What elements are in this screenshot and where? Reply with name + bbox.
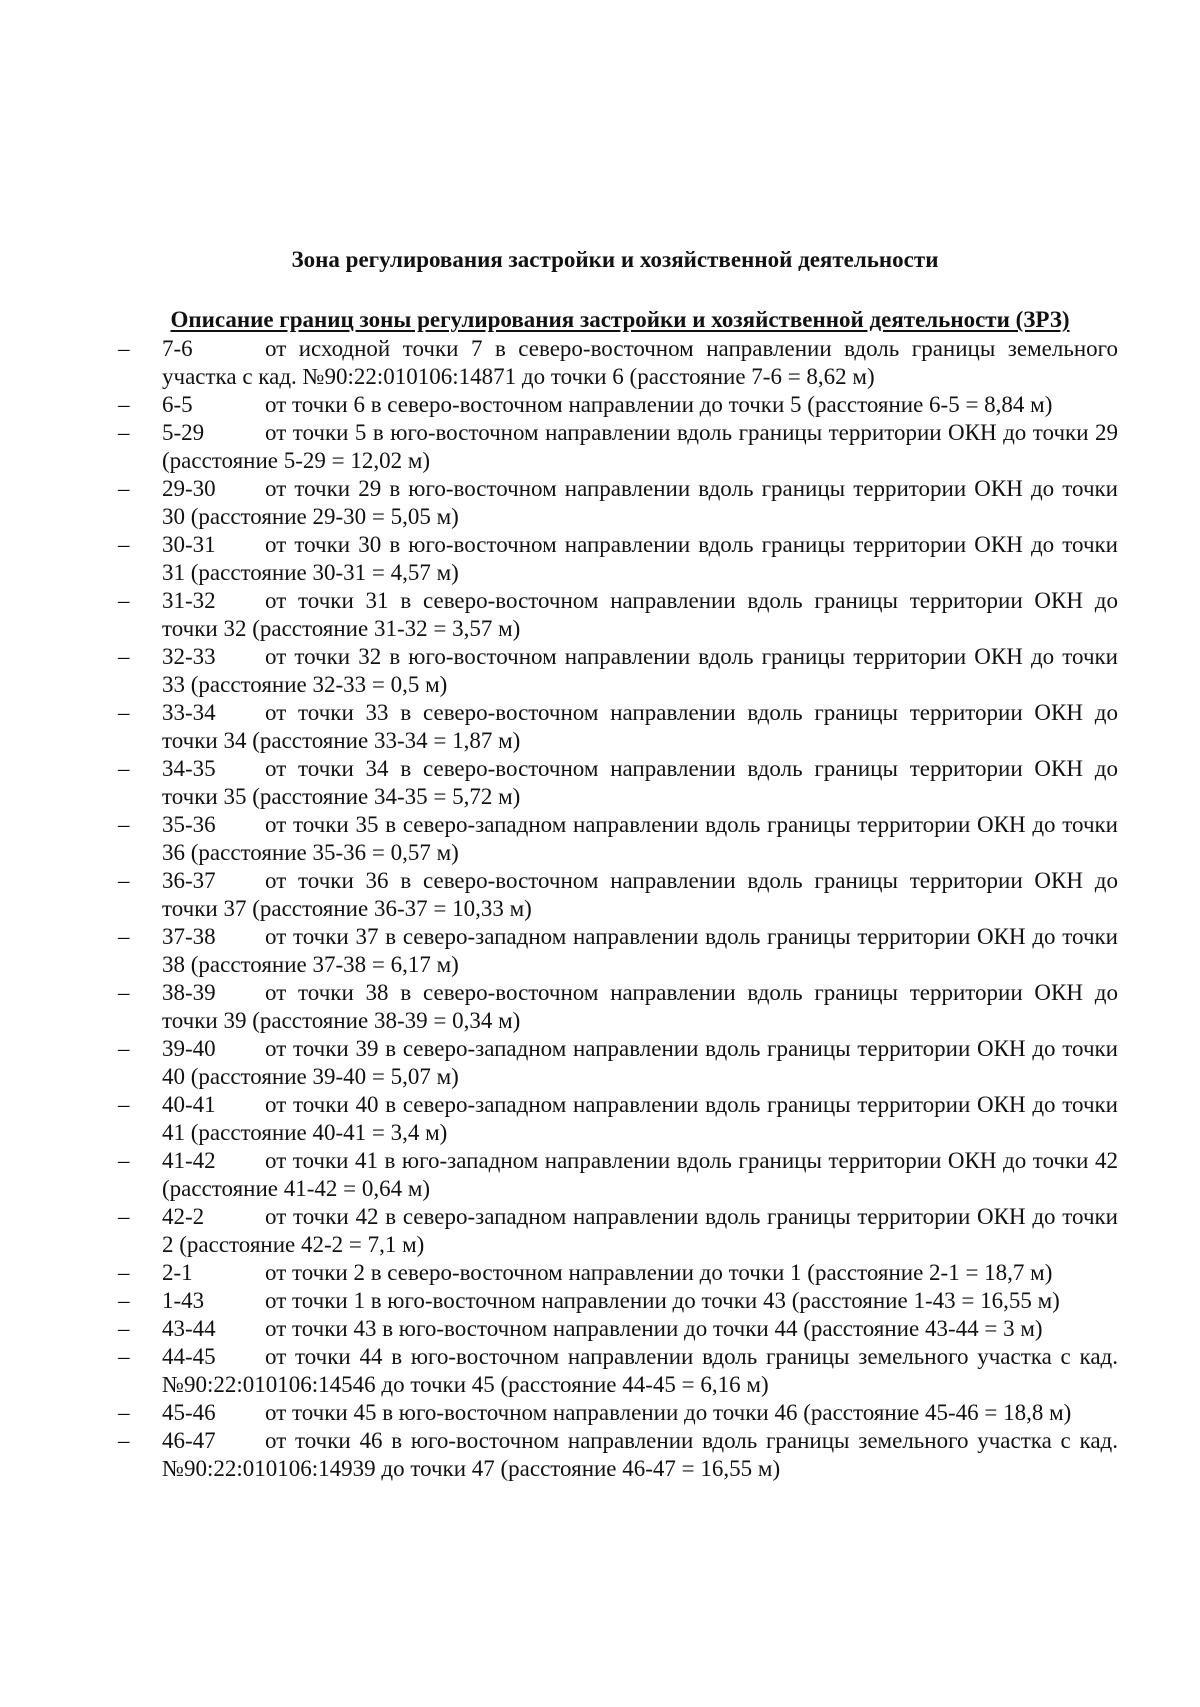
segment-label: 43-44 bbox=[162, 1316, 216, 1341]
segment-label: 35-36 bbox=[162, 812, 216, 837]
segment-description: от точки 6 в северо-восточном направлении до точки 5 (расстояние 6-5 = 8,84 м) bbox=[265, 392, 1053, 417]
list-item bbox=[118, 1203, 1118, 1259]
segment-description: от точки 36 в северо-восточном направлении вдоль границы территории ОКН до точки 37 (расстояние 36-37 = 10,33 м) bbox=[162, 868, 1118, 921]
list-item bbox=[118, 391, 1118, 419]
segment-description: от точки 1 в юго-восточном направлении до точки 43 (расстояние 1-43 = 16,55 м) bbox=[265, 1288, 1060, 1313]
segment-description: от точки 30 в юго-восточном направлении вдоль границы территории ОКН до точки 31 (расстояние 30-31 = 4,57 м) bbox=[162, 532, 1118, 585]
boundary-description-list bbox=[118, 335, 1118, 1483]
list-item bbox=[118, 1259, 1118, 1287]
list-dash: – bbox=[118, 1092, 130, 1117]
segment-description: от точки 34 в северо-восточном направлении вдоль границы территории ОКН до точки 35 (расстояние 34-35 = 5,72 м) bbox=[162, 756, 1118, 809]
list-item bbox=[118, 1399, 1118, 1427]
list-item bbox=[118, 419, 1118, 475]
segment-label: 34-35 bbox=[162, 756, 216, 781]
list-dash: – bbox=[118, 1428, 130, 1453]
list-dash: – bbox=[118, 1148, 130, 1173]
list-dash: – bbox=[118, 1204, 130, 1229]
segment-label: 38-39 bbox=[162, 980, 216, 1005]
segment-label: 1-43 bbox=[162, 1288, 205, 1313]
segment-description: от точки 33 в северо-восточном направлении вдоль границы территории ОКН до точки 34 (расстояние 33-34 = 1,87 м) bbox=[162, 700, 1118, 753]
list-item bbox=[118, 1315, 1118, 1343]
list-item bbox=[118, 335, 1118, 391]
segment-label: 31-32 bbox=[162, 588, 216, 613]
list-item bbox=[118, 1427, 1118, 1483]
list-item bbox=[118, 811, 1118, 867]
segment-description: от точки 2 в северо-восточном направлении до точки 1 (расстояние 2-1 = 18,7 м) bbox=[265, 1260, 1053, 1285]
list-item bbox=[118, 1343, 1118, 1399]
list-dash: – bbox=[118, 532, 130, 557]
list-dash: – bbox=[118, 1316, 130, 1341]
list-dash: – bbox=[118, 1036, 130, 1061]
segment-label: 29-30 bbox=[162, 476, 216, 501]
segment-description: от точки 40 в северо-западном направлении вдоль границы территории ОКН до точки 41 (расстояние 40-41 = 3,4 м) bbox=[162, 1092, 1118, 1145]
segment-label: 33-34 bbox=[162, 700, 216, 725]
segment-label: 46-47 bbox=[162, 1428, 216, 1453]
segment-label: 44-45 bbox=[162, 1344, 216, 1369]
segment-description: от точки 32 в юго-восточном направлении вдоль границы территории ОКН до точки 33 (расстояние 32-33 = 0,5 м) bbox=[162, 644, 1118, 697]
segment-description: от точки 44 в юго-восточном направлении вдоль границы земельного участка с кад. №90:22:010106:14546 до точки 45 (расстояние 44-45 = 6,16 м) bbox=[162, 1344, 1118, 1397]
segment-description: от исходной точки 7 в северо-восточном направлении вдоль границы земельного участка с кад. №90:22:010106:14871 до точки 6 (расстояние 7-6 = 8,62 м) bbox=[162, 336, 1118, 389]
list-item bbox=[118, 1287, 1118, 1315]
segment-description: от точки 42 в северо-западном направлении вдоль границы территории ОКН до точки 2 (расстояние 42-2 = 7,1 м) bbox=[162, 1204, 1118, 1257]
list-dash: – bbox=[118, 392, 130, 417]
list-dash: – bbox=[118, 1260, 130, 1285]
list-dash: – bbox=[118, 476, 130, 501]
segment-label: 2-1 bbox=[162, 1260, 193, 1285]
list-dash: – bbox=[118, 980, 130, 1005]
segment-description: от точки 38 в северо-восточном направлении вдоль границы территории ОКН до точки 39 (расстояние 38-39 = 0,34 м) bbox=[162, 980, 1118, 1033]
list-item bbox=[118, 1091, 1118, 1147]
segment-label: 41-42 bbox=[162, 1148, 216, 1173]
list-item bbox=[118, 1035, 1118, 1091]
segment-label: 37-38 bbox=[162, 924, 216, 949]
list-item bbox=[118, 531, 1118, 587]
list-dash: – bbox=[118, 1400, 130, 1425]
list-dash: – bbox=[118, 924, 130, 949]
segment-label: 6-5 bbox=[162, 392, 193, 417]
list-dash: – bbox=[118, 868, 130, 893]
segment-label: 45-46 bbox=[162, 1400, 216, 1425]
segment-label: 7-6 bbox=[162, 336, 193, 361]
list-dash: – bbox=[118, 336, 130, 361]
page-title: Зона регулирования застройки и хозяйственной деятельности bbox=[291, 247, 939, 272]
segment-label: 32-33 bbox=[162, 644, 216, 669]
list-item bbox=[118, 923, 1118, 979]
segment-label: 30-31 bbox=[162, 532, 216, 557]
list-dash: – bbox=[118, 420, 130, 445]
section-subtitle: Описание границ зоны регулирования застройки и хозяйственной деятельности (ЗРЗ) bbox=[170, 307, 1070, 332]
segment-description: от точки 29 в юго-восточном направлении вдоль границы территории ОКН до точки 30 (расстояние 29-30 = 5,05 м) bbox=[162, 476, 1118, 529]
list-item bbox=[118, 1147, 1118, 1203]
list-item bbox=[118, 867, 1118, 923]
list-dash: – bbox=[118, 1344, 130, 1369]
list-item bbox=[118, 475, 1118, 531]
segment-description: от точки 31 в северо-восточном направлении вдоль границы территории ОКН до точки 32 (расстояние 31-32 = 3,57 м) bbox=[162, 588, 1118, 641]
segment-description: от точки 39 в северо-западном направлении вдоль границы территории ОКН до точки 40 (расстояние 39-40 = 5,07 м) bbox=[162, 1036, 1118, 1089]
list-item bbox=[118, 699, 1118, 755]
list-dash: – bbox=[118, 812, 130, 837]
list-item bbox=[118, 587, 1118, 643]
list-dash: – bbox=[118, 644, 130, 669]
list-item bbox=[118, 979, 1118, 1035]
list-dash: – bbox=[118, 588, 130, 613]
segment-label: 42-2 bbox=[162, 1204, 205, 1229]
segment-description: от точки 5 в юго-восточном направлении вдоль границы территории ОКН до точки 29 (расстояние 5-29 = 12,02 м) bbox=[162, 420, 1118, 473]
segment-label: 39-40 bbox=[162, 1036, 216, 1061]
list-dash: – bbox=[118, 756, 130, 781]
list-item bbox=[118, 755, 1118, 811]
segment-description: от точки 43 в юго-восточном направлении до точки 44 (расстояние 43-44 = 3 м) bbox=[265, 1316, 1043, 1341]
segment-label: 36-37 bbox=[162, 868, 216, 893]
segment-description: от точки 37 в северо-западном направлении вдоль границы территории ОКН до точки 38 (расстояние 37-38 = 6,17 м) bbox=[162, 924, 1118, 977]
segment-description: от точки 41 в юго-западном направлении вдоль границы территории ОКН до точки 42 (расстояние 41-42 = 0,64 м) bbox=[162, 1148, 1118, 1201]
segment-label: 40-41 bbox=[162, 1092, 216, 1117]
list-dash: – bbox=[118, 700, 130, 725]
segment-description: от точки 35 в северо-западном направлении вдоль границы территории ОКН до точки 36 (расстояние 35-36 = 0,57 м) bbox=[162, 812, 1118, 865]
list-item bbox=[118, 643, 1118, 699]
segment-description: от точки 46 в юго-восточном направлении вдоль границы земельного участка с кад. №90:22:010106:14939 до точки 47 (расстояние 46-47 = 16,55 м) bbox=[162, 1428, 1118, 1481]
list-dash: – bbox=[118, 1288, 130, 1313]
segment-description: от точки 45 в юго-восточном направлении до точки 46 (расстояние 45-46 = 18,8 м) bbox=[265, 1400, 1072, 1425]
segment-label: 5-29 bbox=[162, 420, 205, 445]
